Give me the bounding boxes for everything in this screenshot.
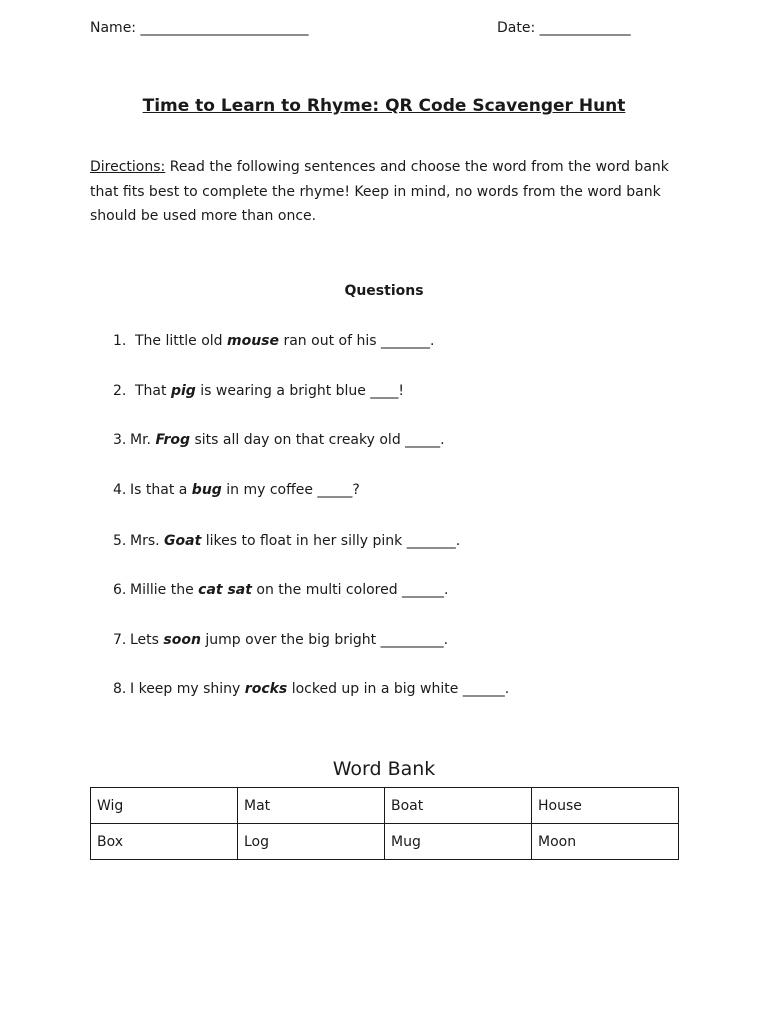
question-text-after: in my coffee _____?	[221, 482, 360, 498]
rhyme-keyword: bug	[191, 482, 222, 498]
table-row	[91, 788, 679, 824]
word-bank-cell: Mug	[385, 824, 532, 860]
worksheet-title: Time to Learn to Rhyme: QR Code Scavenger Hunt	[142, 96, 626, 116]
question-text-before: Is that a	[130, 482, 192, 498]
question-text-before: Lets	[130, 632, 164, 648]
question-text-before: Mrs.	[130, 533, 165, 549]
date-field-label: Date: _____________	[497, 20, 631, 36]
directions-line-2: that fits best to complete the rhyme! Keep in mind, no words from the word bank	[90, 183, 661, 200]
word-bank-cell: Mat	[238, 788, 385, 824]
question-number: 7.	[113, 632, 127, 648]
question-item	[113, 582, 449, 598]
question-text-before: That	[135, 383, 171, 399]
question-text-after: on the multi colored ______.	[251, 582, 449, 598]
directions-paragraph	[90, 155, 690, 229]
question-text-before: Millie the	[130, 582, 199, 598]
question-text-after: sits all day on that creaky old _____.	[190, 432, 445, 448]
question-text-after: is wearing a bright blue ____!	[195, 383, 404, 399]
question-item	[113, 432, 445, 448]
rhyme-keyword: mouse	[227, 333, 280, 349]
question-text-before: I keep my shiny	[130, 681, 245, 697]
rhyme-keyword: Frog	[155, 432, 191, 448]
questions-heading: Questions	[344, 283, 424, 299]
question-text-after: locked up in a big white ______.	[287, 681, 510, 697]
question-text-before: The little old	[135, 333, 227, 349]
rhyme-keyword: pig	[170, 383, 196, 399]
question-number: 4.	[113, 482, 127, 498]
question-item	[113, 482, 360, 498]
word-bank-title: Word Bank	[332, 758, 436, 780]
rhyme-keyword: rocks	[244, 681, 288, 697]
word-bank-cell: Moon	[532, 824, 679, 860]
table-row	[91, 824, 679, 860]
question-text-after: ran out of his _______.	[279, 333, 435, 349]
word-bank-cell: Wig	[91, 788, 238, 824]
rhyme-keyword: Goat	[164, 533, 202, 549]
word-bank-cell: Box	[91, 824, 238, 860]
question-text-after: jump over the big bright _________.	[200, 632, 449, 648]
directions-label: Directions:	[90, 159, 166, 175]
question-number: 5.	[113, 533, 127, 549]
rhyme-keyword: cat sat	[198, 582, 252, 598]
directions-line-3: should be used more than once.	[90, 208, 317, 224]
question-item	[113, 681, 509, 697]
question-text-before: Mr.	[130, 432, 156, 448]
question-number: 3.	[113, 432, 127, 448]
question-number: 8.	[113, 681, 127, 697]
question-number: 1.	[113, 333, 127, 349]
question-number: 6.	[113, 582, 127, 598]
question-item	[113, 533, 460, 549]
question-item	[113, 333, 434, 349]
rhyme-keyword: soon	[163, 632, 201, 648]
word-bank-cell: Log	[238, 824, 385, 860]
question-item	[113, 632, 448, 648]
name-field-label: Name: ________________________	[90, 20, 309, 36]
word-bank-cell: Boat	[385, 788, 532, 824]
directions-line-1: Read the following sentences and choose the word from the word bank	[169, 159, 669, 175]
word-bank-cell: House	[532, 788, 679, 824]
question-item	[113, 383, 404, 399]
question-text-after: likes to float in her silly pink _______.	[201, 533, 461, 549]
question-number: 2.	[113, 383, 127, 399]
word-bank-table	[90, 787, 679, 860]
